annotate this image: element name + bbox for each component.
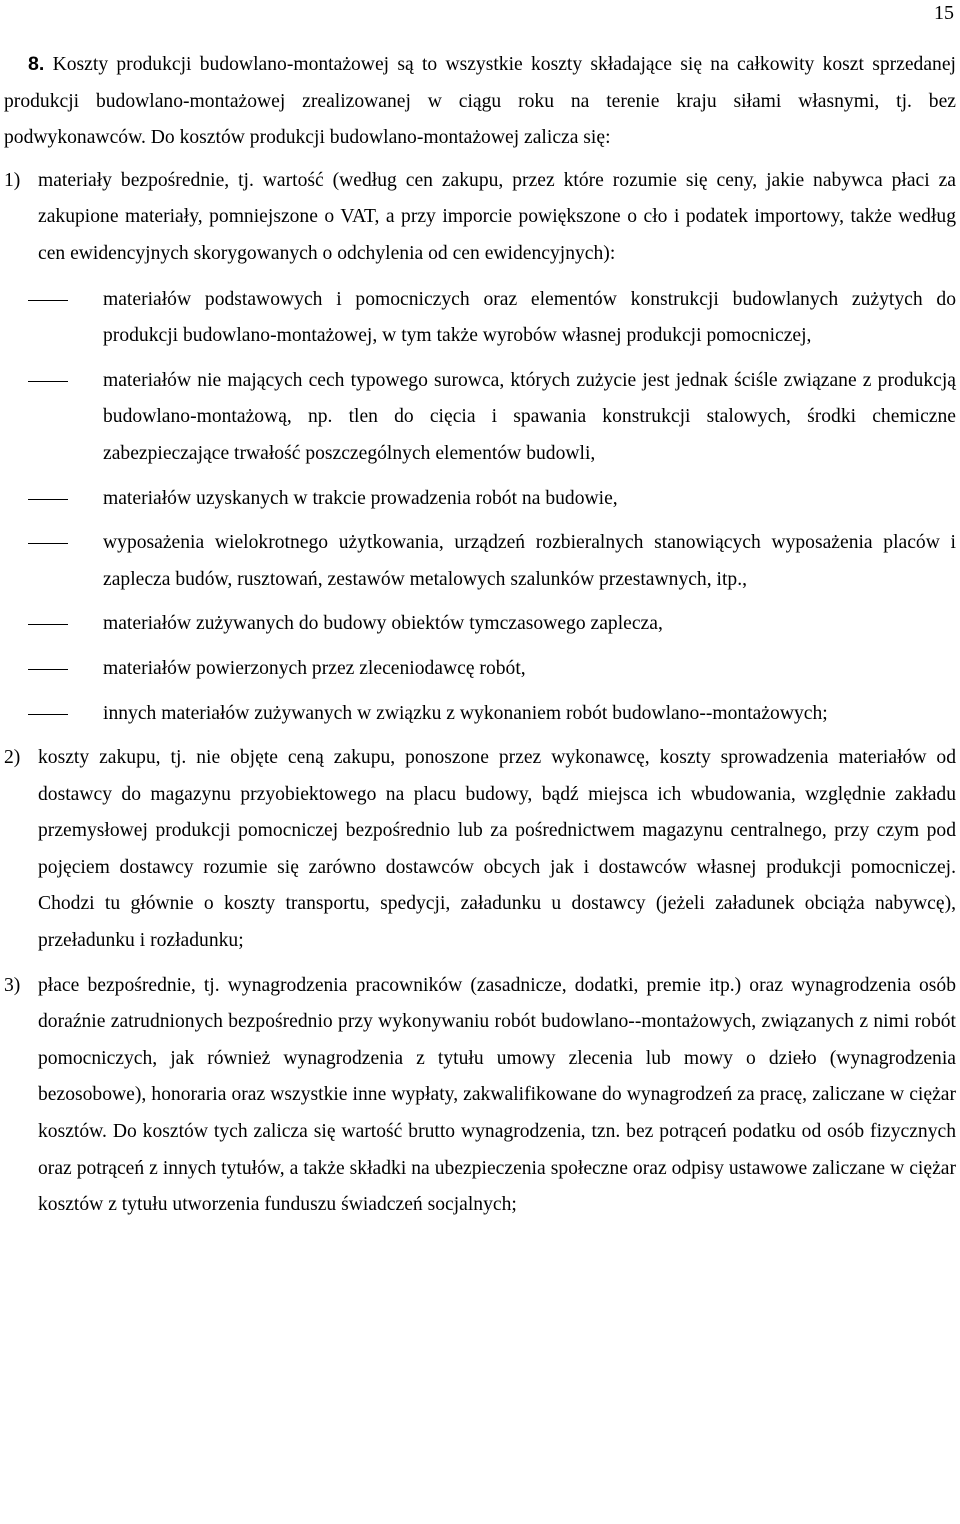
sublist-item-text: materiałów powierzonych przez zleceniodawcę robót, [103, 657, 526, 679]
item-number: 2) [4, 747, 21, 769]
item-text: materiały bezpośrednie, tj. wartość (według cen zakupu, przez które rozumie się ceny, jakie nabywca płaci za zakupione materiały, pomniejszone o VAT, a przy imporcie powiększone o cło i podatek importowy, także według cen ewidencyjnych skorygowanych o odchylenia od cen ewidencyjnych): [38, 169, 956, 264]
dash-bullet [28, 300, 68, 301]
page-number: 15 [934, 2, 954, 24]
dash-bullet [28, 543, 68, 544]
materials-sublist [4, 282, 956, 733]
sublist-item [4, 606, 956, 643]
document-body [4, 46, 956, 1224]
dash-bullet [28, 381, 68, 382]
sublist-item [4, 525, 956, 598]
sublist-item [4, 282, 956, 355]
sublist-item [4, 481, 956, 518]
sublist-item-text: materiałów podstawowych i pomocniczych oraz elementów konstrukcji budowlanych zużytych do produkcji budowlano-montażowej, w tym także wyrobów własnej produkcji pomocniczej, [103, 288, 956, 347]
sublist-item-text: materiałów zużywanych do budowy obiektów tymczasowego zaplecza, [103, 613, 663, 635]
sublist-item-text: materiałów nie mających cech typowego surowca, których zużycie jest jednak ściśle związane z produkcją budowlano-montażową, np. tlen do cięcia i spawania konstrukcji stalowych, środki chemiczne zabezpieczające trwałość poszczególnych elementów budowli, [103, 369, 956, 464]
list-item-3 [4, 968, 956, 1224]
sublist-item [4, 363, 956, 473]
intro-text: Koszty produkcji budowlano-montażowej są to wszystkie koszty składające się na całkowity koszt sprzedanej produkcji budowlano-montażowej zrealizowanej w ciągu roku na terenie kraju siłami własnymi, tj. bez podwykonawców. Do kosztów produkcji budowlano-montażowej zalicza się: [4, 54, 956, 149]
item-text: koszty zakupu, tj. nie objęte ceną zakupu, ponoszone przez wykonawcę, koszty sprowadzenia materiałów od dostawcy do magazynu przyobiektowego na placu budowy, bądź miejsca ich wbudowania, względnie zakładu przemysłowej produkcji pomocniczej bezpośrednio lub za pośrednictwem magazynu centralnego, przy czym pod pojęciem dostawcy rozumie się zarówno dostawców obcych jak i dostawców własnej produkcji pomocniczej. Chodzi tu głównie o koszty transportu, spedycji, załadunku u dostawcy (jeżeli załadunek obciąża nabywcę), przeładunku i rozładunku; [38, 747, 956, 952]
dash-bullet [28, 669, 68, 670]
sublist-item-text: innych materiałów zużywanych w związku z wykonaniem robót budowlano--montażowych; [103, 702, 828, 724]
item-number: 3) [4, 974, 21, 996]
section-number: 8. [28, 53, 45, 75]
item-text: płace bezpośrednie, tj. wynagrodzenia pracowników (zasadnicze, dodatki, premie itp.) oraz wynagrodzenia osób doraźnie zatrudnionych bezpośrednio przy wykonywaniu robót budowlano--montażowych, związanych z nimi robót pomocniczych, jak również wynagrodzenia z tytułu umowy zlecenia lub mowy o dzieło (wynagrodzenia bezosobowe), honoraria oraz wszystkie inne wypłaty, zakwalifikowane do wynagrodzeń za pracę, zaliczane w ciężar kosztów. Do kosztów tych zalicza się wartość brutto wynagrodzenia, tzn. bez potrąceń podatku od osób fizycznych oraz potrąceń z innych tytułów, a także składki na ubezpieczenia społeczne oraz odpisy ustawowe zaliczane w ciężar kosztów z tytułu utworzenia funduszu świadczeń socjalnych; [38, 974, 956, 1216]
intro-paragraph [4, 46, 956, 157]
dash-bullet [28, 624, 68, 625]
item-number: 1) [4, 169, 21, 191]
sublist-item [4, 696, 956, 733]
list-item-1 [4, 163, 956, 273]
sublist-item-text: wyposażenia wielokrotnego użytkowania, urządzeń rozbieralnych stanowiących wyposażenia placów i zaplecza budów, rusztowań, zestawów metalowych szalunków przestawnych, itp., [103, 532, 956, 590]
dash-bullet [28, 714, 68, 715]
list-item-2 [4, 740, 956, 960]
sublist-item [4, 651, 956, 688]
dash-bullet [28, 499, 68, 500]
sublist-item-text: materiałów uzyskanych w trakcie prowadzenia robót na budowie, [103, 487, 618, 509]
